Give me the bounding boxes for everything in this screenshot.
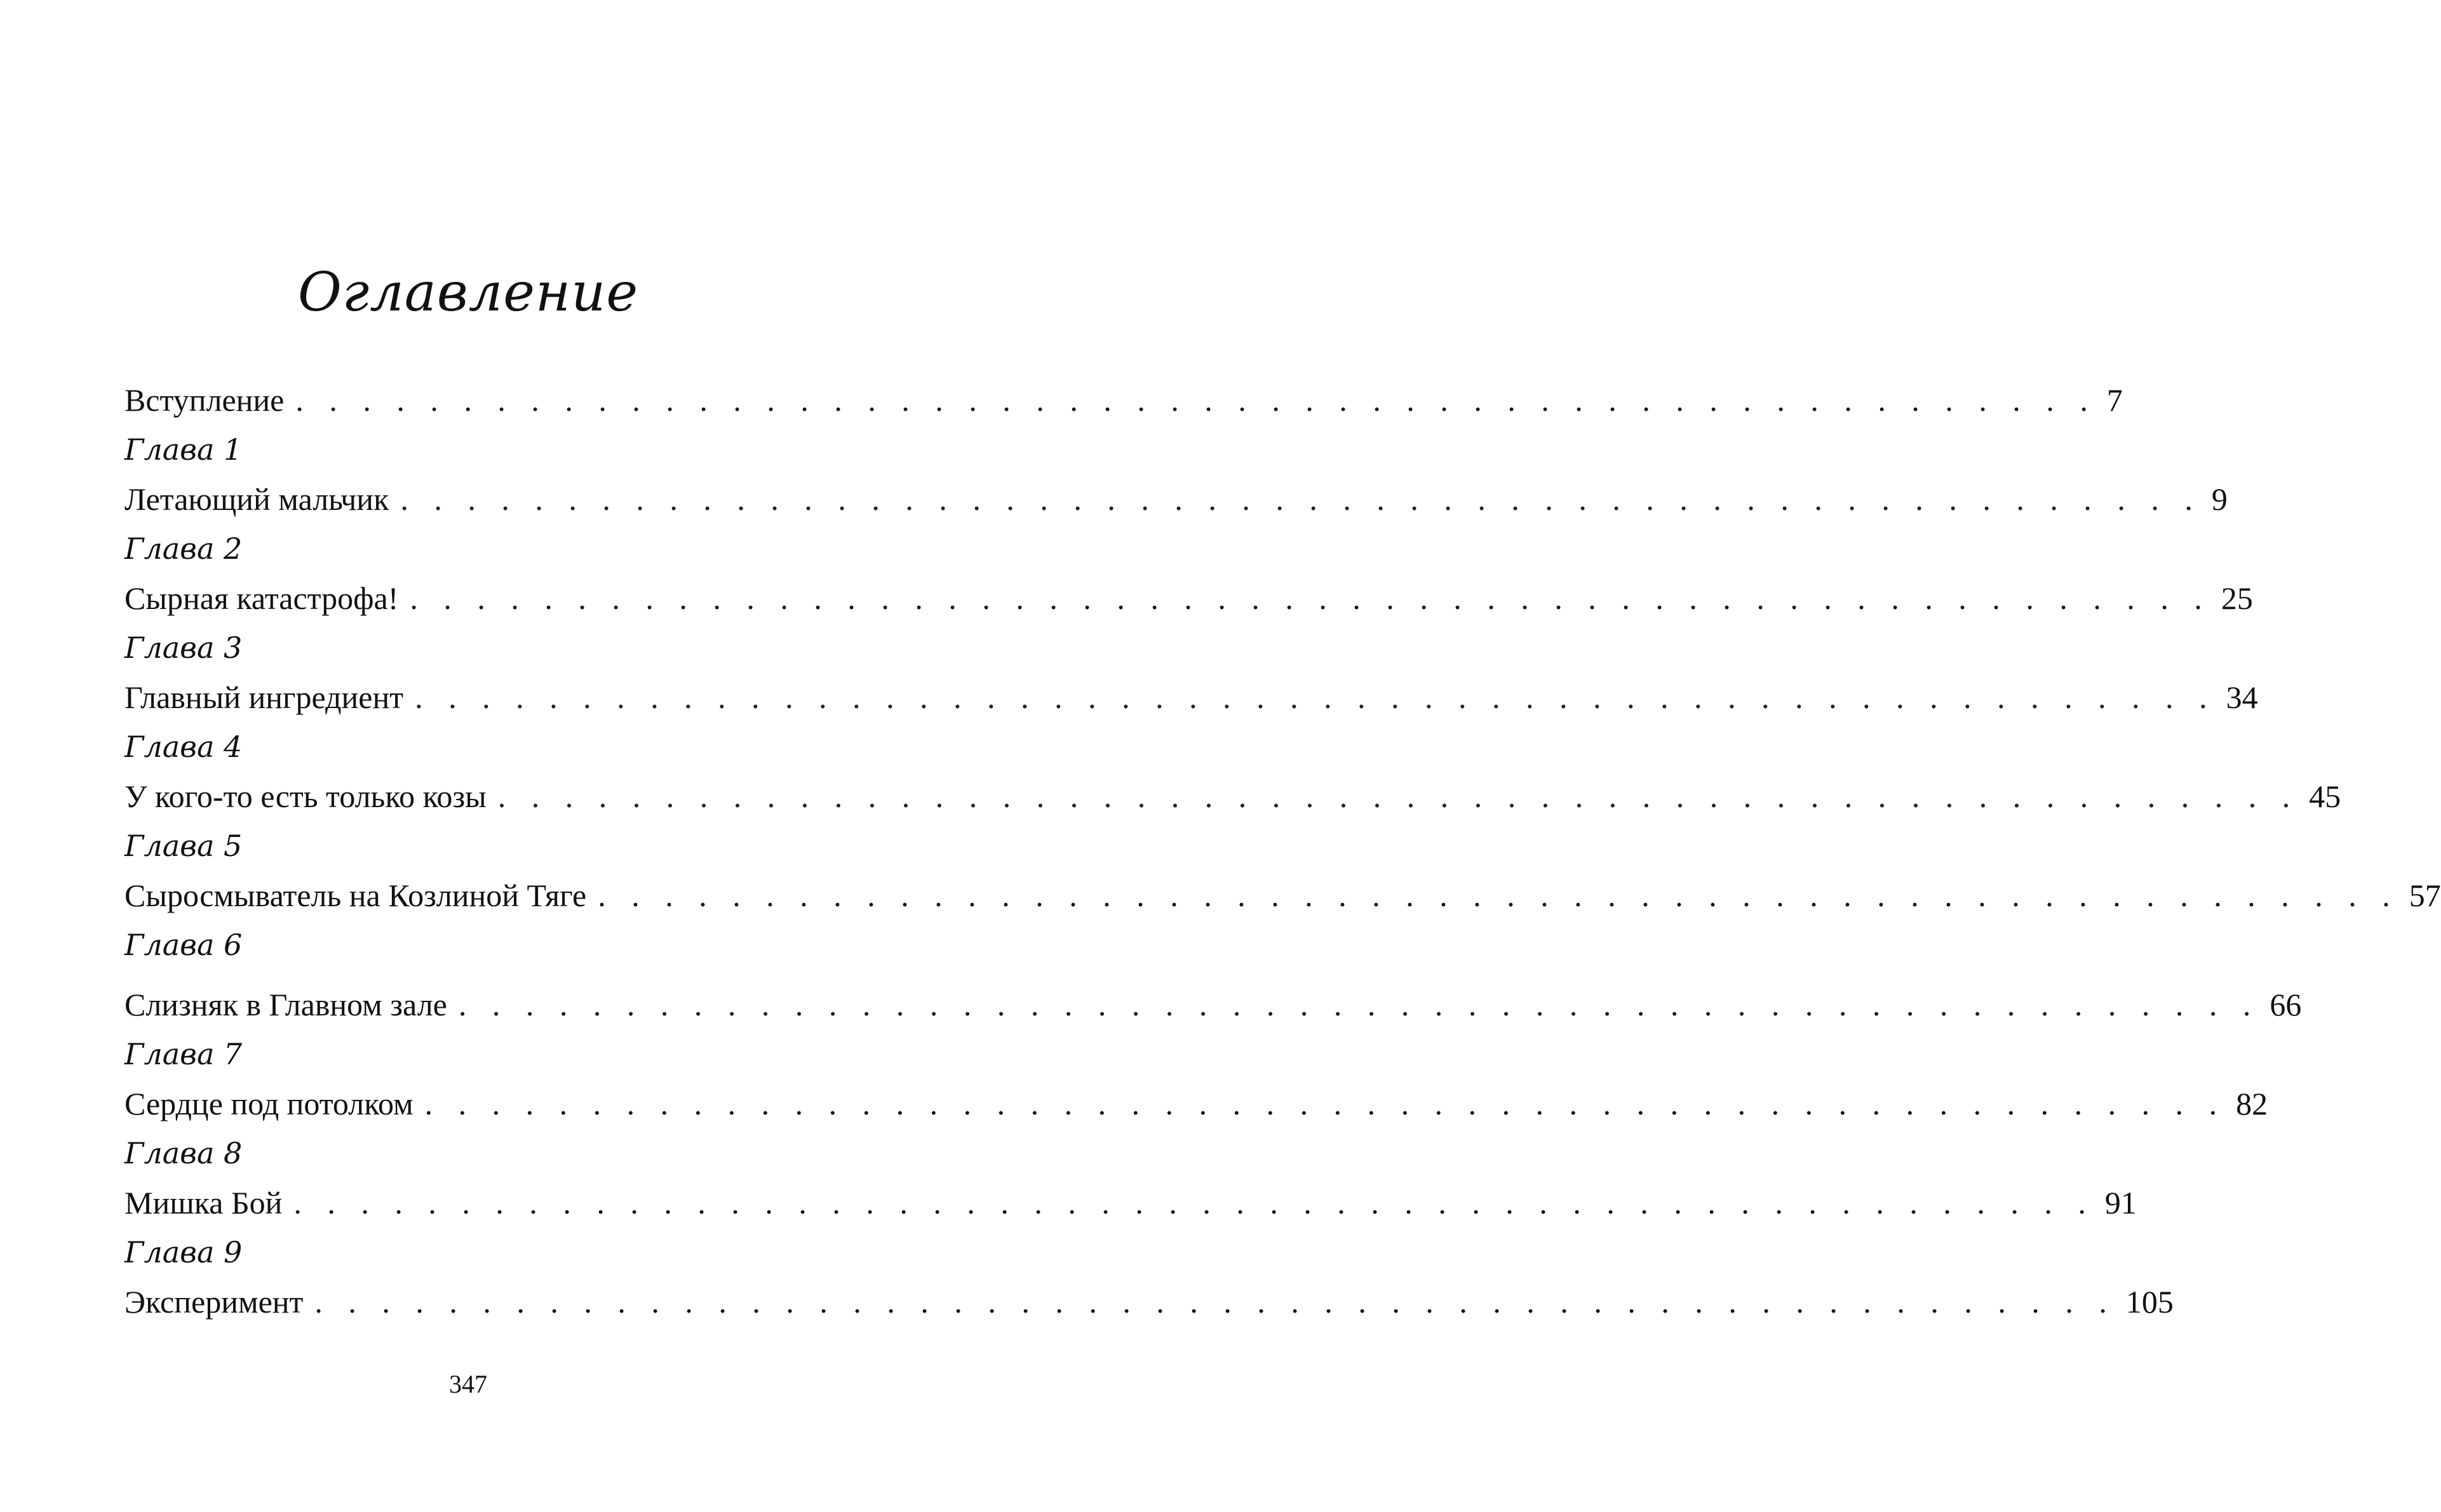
toc-row (124, 1177, 2137, 1228)
dot-leader: . . . . . . . . . . . . . . . . . . . . . . . . . . . . . . . . . . . . . . . . . . . . . . . . . . . . . . (458, 987, 2260, 1022)
page-number: 9 (2211, 481, 2228, 517)
page-number: 45 (2309, 779, 2341, 814)
chapter-label: Глава 5 (124, 829, 243, 863)
entry-title: Сердце под потолком (124, 1086, 414, 1121)
toc-entry-chapter-5 (124, 870, 2441, 921)
dot-leader: . . . . . . . . . . . . . . . . . . . . . . . . . . . . . . . . . . . . . . . . . . . . . . . . . . . . . . (424, 1086, 2226, 1121)
folio-page-number: 347 (449, 1370, 487, 1398)
page-number: 82 (2236, 1086, 2268, 1121)
entry-title: Слизняк в Главном зале (124, 987, 447, 1022)
toc-entry-chapter-3 (124, 672, 2258, 723)
toc-row (124, 1276, 2174, 1327)
dot-leader: . . . . . . . . . . . . . . . . . . . . . . . . . . . . . . . . . . . . . . . . . . . . . . . . . . . . . . (497, 779, 2299, 814)
entry-title: Сыросмыватель на Козлиной Тяге (124, 878, 587, 913)
toc-entry-chapter-9 (124, 1276, 2174, 1327)
entry-title: Мишка Бой (124, 1185, 283, 1221)
entry-title: Сырная катастрофа! (124, 580, 399, 616)
toc-row (124, 979, 2302, 1030)
chapter-label: Глава 4 (124, 730, 243, 764)
toc-entry-chapter-6 (124, 979, 2302, 1030)
toc-row (124, 771, 2341, 822)
page-number: 34 (2226, 679, 2258, 715)
chapter-label: Глава 1 (124, 432, 243, 467)
chapter-label: Глава 9 (124, 1235, 243, 1269)
toc-entry-intro (124, 375, 2123, 425)
chapter-label: Глава 3 (124, 631, 243, 665)
page-number: 105 (2125, 1284, 2174, 1320)
toc-row (124, 573, 2253, 624)
dot-leader: . . . . . . . . . . . . . . . . . . . . . . . . . . . . . . . . . . . . . . . . . . . . . . . . . . . . . . (598, 878, 2399, 913)
dot-leader: . . . . . . . . . . . . . . . . . . . . . . . . . . . . . . . . . . . . . . . . . . . . . . . . . . . . . . (410, 580, 2211, 616)
page-number: 7 (2106, 382, 2123, 418)
chapter-label: Глава 6 (124, 928, 243, 962)
entry-title: Главный ингредиент (124, 679, 404, 715)
page-number: 25 (2221, 580, 2253, 616)
toc-entry-chapter-1 (124, 474, 2228, 525)
toc-row (124, 474, 2228, 525)
toc-entry-chapter-7 (124, 1078, 2268, 1129)
toc-row (124, 870, 2441, 921)
toc-entry-chapter-4 (124, 771, 2341, 822)
toc-row (124, 1078, 2268, 1129)
entry-title: Вступление (124, 382, 285, 418)
chapter-label: Глава 2 (124, 532, 243, 566)
page-number: 57 (2409, 878, 2441, 913)
dot-leader: . . . . . . . . . . . . . . . . . . . . . . . . . . . . . . . . . . . . . . . . . . . . . . . . . . . . . . (400, 481, 2202, 517)
entry-title: Летающий мальчик (124, 481, 389, 517)
entry-title: Эксперимент (124, 1284, 304, 1320)
toc-row (124, 375, 2123, 425)
entry-title: У кого-то есть только козы (124, 779, 487, 814)
page-number: 91 (2104, 1185, 2137, 1221)
chapter-label: Глава 7 (124, 1037, 243, 1071)
toc-row (124, 672, 2258, 723)
dot-leader: . . . . . . . . . . . . . . . . . . . . . . . . . . . . . . . . . . . . . . . . . . . . . . . . . . . . . . (415, 679, 2216, 715)
dot-leader: . . . . . . . . . . . . . . . . . . . . . . . . . . . . . . . . . . . . . . . . . . . . . . . . . . . . . . (314, 1284, 2116, 1320)
chapter-label: Глава 8 (124, 1136, 243, 1170)
dot-leader: . . . . . . . . . . . . . . . . . . . . . . . . . . . . . . . . . . . . . . . . . . . . . . . . . . . . . . (293, 1185, 2095, 1221)
toc-entry-chapter-2 (124, 573, 2253, 624)
toc-entry-chapter-8 (124, 1177, 2137, 1228)
page-title: Оглавление (297, 261, 639, 323)
dot-leader: . . . . . . . . . . . . . . . . . . . . . . . . . . . . . . . . . . . . . . . . . . . . . . . . . . . . . . (295, 382, 2097, 418)
page-number: 66 (2270, 987, 2302, 1022)
